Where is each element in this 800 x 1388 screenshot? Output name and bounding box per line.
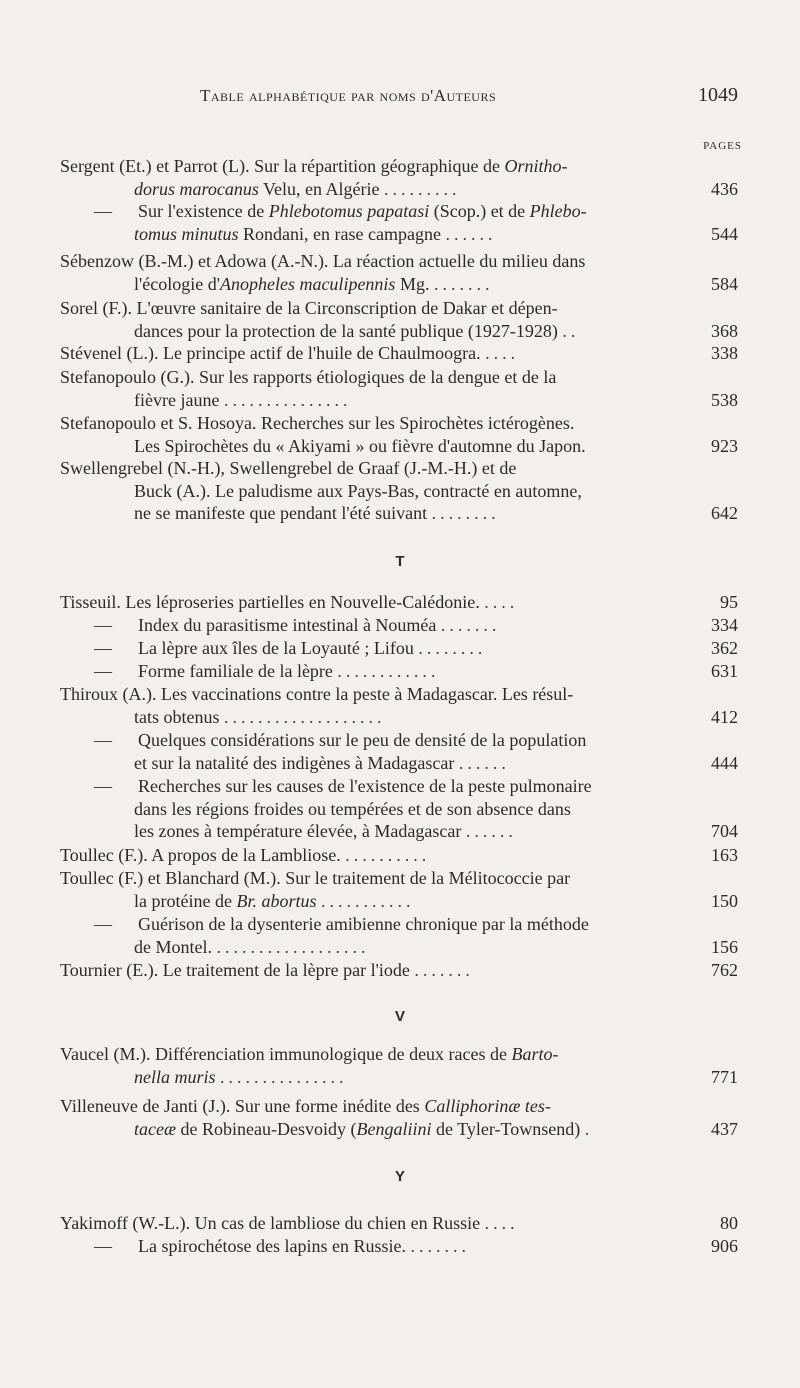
page-ref: 762 <box>711 960 738 980</box>
page-ref: 437 <box>711 1118 738 1139</box>
index-entry: — Sur l'existence de Phlebotomus papatasi (Scop.) et de Phlebo- tomus minutus Rondani, en rase campagne ...... 544 <box>94 201 738 244</box>
page-ref: 368 <box>711 320 738 341</box>
page-ref: 642 <box>711 503 738 523</box>
page-ref: 150 <box>711 890 738 911</box>
index-entry: — La lèpre aux îles de la Loyauté ; Lifou ........ 362 <box>94 638 738 658</box>
index-entry: Villeneuve de Janti (J.). Sur une forme inédite des Calliphorinæ tes- taceæ de Robineau-Desvoidy (Bengaliini de Tyler-Townsend) . 437 <box>60 1096 738 1139</box>
index-entry: Vaucel (M.). Différenciation immunologique de deux races de Barto- nella muris ............... 771 <box>60 1044 738 1087</box>
page-ref: 436 <box>711 178 738 199</box>
header-title: Table alphabétique par noms d'Auteurs <box>200 86 497 105</box>
page-ref: 704 <box>711 821 738 841</box>
running-header <box>60 86 740 116</box>
page-ref: 412 <box>711 706 738 727</box>
page-ref: 338 <box>711 343 738 363</box>
page-number: 1049 <box>698 84 738 106</box>
page-ref: 444 <box>711 752 738 773</box>
index-entry: Sorel (F.). L'œuvre sanitaire de la Circonscription de Dakar et dépen- dances pour la protection de la santé publique (1927-1928) .. 368 <box>60 298 738 341</box>
page-ref: 771 <box>711 1066 738 1087</box>
index-entry: Toullec (F.). A propos de la Lambliose. .......... 163 <box>60 845 738 865</box>
section-letter-t: T <box>395 553 405 570</box>
index-entry: — Forme familiale de la lèpre ............ 631 <box>94 661 738 681</box>
index-entry: Swellengrebel (N.-H.), Swellengrebel de Graaf (J.-M.-H.) et de Buck (A.). Le paludisme aux Pays-Bas, contracté en automne, ne se manifeste que pendant l'été suivant ........ 642 <box>60 458 738 523</box>
index-entry: — Quelques considérations sur le peu de densité de la population et sur la natalité des indigènes à Madagascar ...... 444 <box>94 730 738 773</box>
index-entry: Sergent (Et.) et Parrot (L). Sur la répartition géographique de Ornitho- dorus marocanus Velu, en Algérie ......... 436 <box>60 156 738 199</box>
page-ref: 80 <box>720 1213 738 1233</box>
index-entry: Stévenel (L.). Le principe actif de l'huile de Chaulmoogra. .... 338 <box>60 343 738 363</box>
page-ref: 163 <box>711 845 738 865</box>
index-entry: Stefanopoulo et S. Hosoya. Recherches sur les Spirochètes ictérogènes. Les Spirochètes du « Akiyami » ou fièvre d'automne du Japon. 923 <box>60 413 738 456</box>
page-ref: 538 <box>711 389 738 410</box>
index-entry: Toullec (F.) et Blanchard (M.). Sur le traitement de la Mélitococcie par la protéine de Br. abortus ........... 150 <box>60 868 738 911</box>
index-entry: Tisseuil. Les léproseries partielles en Nouvelle-Calédonie. .... 95 <box>60 592 738 612</box>
section-letter-y: Y <box>394 1168 405 1185</box>
pages-column-label: PAGES <box>703 140 742 152</box>
page-ref: 584 <box>711 273 738 294</box>
index-entry: Yakimoff (W.-L.). Un cas de lambliose du chien en Russie .... 80 <box>60 1213 738 1233</box>
index-entry: Sébenzow (B.-M.) et Adowa (A.-N.). La réaction actuelle du milieu dans l'écologie d'Anopheles maculipennis Mg. ....... 584 <box>60 251 738 294</box>
section-letter-v: V <box>394 1008 405 1025</box>
page-ref: 156 <box>711 936 738 957</box>
page-ref: 923 <box>711 435 738 456</box>
page-ref: 544 <box>711 223 738 244</box>
index-entry: Thiroux (A.). Les vaccinations contre la peste à Madagascar. Les résul- tats obtenus ................... 412 <box>60 684 738 727</box>
index-entry: — Recherches sur les causes de l'existence de la peste pulmonaire dans les régions froides ou tempérées et de son absence dans les zones à température élevée, à Madagascar ...... 704 <box>94 776 738 841</box>
page-ref: 95 <box>720 592 738 612</box>
index-entry: — La spirochétose des lapins en Russie. ....... 906 <box>94 1236 738 1256</box>
page-ref: 906 <box>711 1236 738 1256</box>
index-entry: Stefanopoulo (G.). Sur les rapports étiologiques de la dengue et de la fièvre jaune ............... 538 <box>60 367 738 410</box>
index-entry: — Guérison de la dysenterie amibienne chronique par la méthode de Montel. .................. 156 <box>94 914 738 957</box>
page-ref: 631 <box>711 661 738 681</box>
page-ref: 334 <box>711 615 738 635</box>
index-entry: — Index du parasitisme intestinal à Nouméa ....... 334 <box>94 615 738 635</box>
index-entry: Tournier (E.). Le traitement de la lèpre par l'iode ....... 762 <box>60 960 738 980</box>
page-ref: 362 <box>711 638 738 658</box>
